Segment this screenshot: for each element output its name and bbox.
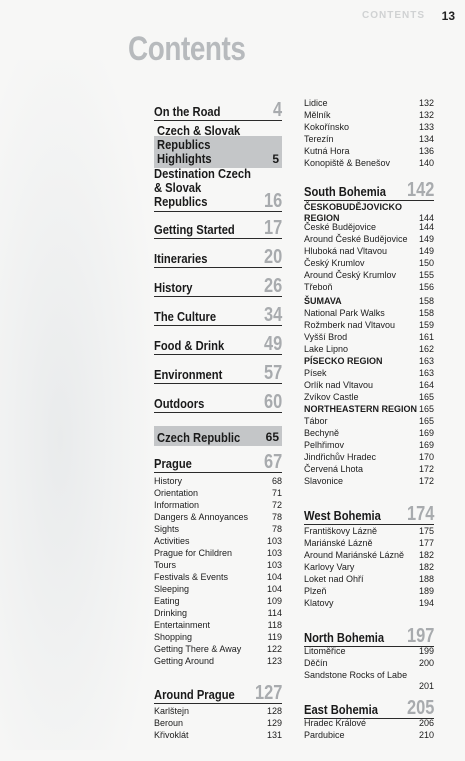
toc-entry-orlik-nad-vltavou <box>304 380 434 391</box>
toc-entry-karlstejn <box>154 706 282 717</box>
entry-title: České Budějovice <box>304 222 377 232</box>
entry-page-number: 149 <box>418 234 434 244</box>
toc-entry-around-cesky-krumlov <box>304 270 434 281</box>
entry-title: History <box>154 476 183 486</box>
toc-entry-activities <box>154 536 282 547</box>
entry-page-number: 172 <box>418 476 434 486</box>
entry-page-number: 104 <box>266 584 282 594</box>
toc-entry-kutna-hora <box>304 146 434 157</box>
entry-page-number: 150 <box>418 258 434 268</box>
entry-title: Rožmberk nad Vltavou <box>304 320 396 330</box>
entry-page-number: 134 <box>418 134 434 144</box>
entry-page-number: 149 <box>418 246 434 256</box>
entry-page-number: 155 <box>418 270 434 280</box>
toc-entry-pardubice <box>304 730 434 741</box>
chapter-title: The Culture <box>154 309 217 324</box>
toc-entry-around-ceske-budejovice <box>304 234 434 245</box>
toc-entry-national-park-walks <box>304 308 434 319</box>
entry-page-number: 71 <box>271 488 282 498</box>
entry-page-number: 131 <box>266 730 282 740</box>
entry-page-number: 72 <box>271 500 282 510</box>
chapter-page-number: 127 <box>254 682 282 704</box>
entry-page-number: 144 <box>418 213 434 223</box>
toc-entry-plzen <box>304 586 434 597</box>
toc-entry-lake-lipno <box>304 344 434 355</box>
entry-page-number: 133 <box>418 122 434 132</box>
entry-title: Františkovy Lázně <box>304 526 378 536</box>
toc-entry-frantiskovy-lazne <box>304 526 434 537</box>
entry-title: Around Mariánské Lázně <box>304 550 405 560</box>
entry-page-number: 140 <box>418 158 434 168</box>
entry-title: Beroun <box>154 718 184 728</box>
toc-entry-ceske-budejovice <box>304 222 434 233</box>
chapter-page-number: 67 <box>263 451 282 473</box>
chapter-page-number: 26 <box>263 275 282 297</box>
toc-entry-beroun <box>154 718 282 729</box>
toc-entry-getting-there-away <box>154 644 282 655</box>
entry-title: Getting Around <box>154 656 215 666</box>
chapter-environment <box>154 363 282 384</box>
chapter-page-number: 57 <box>263 362 282 384</box>
entry-title: Český Krumlov <box>304 258 365 268</box>
entry-page-number: 200 <box>418 658 434 668</box>
entry-title: Vyšší Brod <box>304 332 348 342</box>
toc-entry-drinking <box>154 608 282 619</box>
entry-page-number: 177 <box>418 538 434 548</box>
chapter-title: Itineraries <box>154 251 208 266</box>
entry-title: Bechyně <box>304 428 340 438</box>
toc-entry-getting-around <box>154 656 282 667</box>
chapter-title: Outdoors <box>154 396 205 411</box>
entry-page-number: 182 <box>418 562 434 572</box>
entry-page-number: 199 <box>418 646 434 656</box>
entry-page-number: 128 <box>266 706 282 716</box>
entry-page-number: 165 <box>418 392 434 402</box>
entry-page-number: 175 <box>418 526 434 536</box>
toc-entry-orientation <box>154 488 282 499</box>
entry-title: Eating <box>154 596 180 606</box>
chapter-czech-republic <box>154 426 282 446</box>
chapter-page-number: 197 <box>406 625 434 647</box>
entry-title: Děčín <box>304 658 328 668</box>
entry-title: Around České Budějovice <box>304 234 408 244</box>
entry-title: Entertainment <box>154 620 211 630</box>
entry-title: Around Český Krumlov <box>304 270 397 280</box>
chapter-page-number: 34 <box>263 304 282 326</box>
toc-entry-prague-for-children <box>154 548 282 559</box>
entry-title: Getting There & Away <box>154 644 242 654</box>
entry-page-number: 109 <box>266 596 282 606</box>
entry-page-number: 201 <box>418 681 434 691</box>
entry-title: Orientation <box>154 488 199 498</box>
toc-entry-jindrichuv-hradec <box>304 452 434 463</box>
toc-entry-tabor <box>304 416 434 427</box>
entry-title: Shopping <box>154 632 193 642</box>
entry-page-number: 118 <box>267 620 282 630</box>
entry-page-number: 158 <box>418 296 434 306</box>
chapter-page-number: 20 <box>263 246 282 268</box>
entry-title: Zvíkov Castle <box>304 392 359 402</box>
entry-page-number: 162 <box>418 344 434 354</box>
toc-entry-sandstone-rocks-of-labe <box>304 670 434 692</box>
toc-entry-cervena-lhota <box>304 464 434 475</box>
entry-title: Lidice <box>304 98 328 108</box>
entry-page-number: 68 <box>271 476 282 486</box>
chapter-page-number: 60 <box>263 391 282 413</box>
chapter-on-the-road <box>154 100 282 121</box>
entry-title: Tours <box>154 560 177 570</box>
entry-page-number: 169 <box>418 440 434 450</box>
chapter-south-bohemia <box>304 178 434 201</box>
chapter-page-number: 205 <box>406 697 434 719</box>
toc-entry-loket-nad-ohri <box>304 574 434 585</box>
chapter-page-number: 5 <box>272 152 279 166</box>
chapter-west-bohemia <box>304 502 434 525</box>
toc-entry-eating <box>154 596 282 607</box>
chapter-page-number: 174 <box>406 503 434 525</box>
chapter-prague <box>154 452 282 473</box>
entry-title: Information <box>154 500 200 510</box>
entry-title: Slavonice <box>304 476 344 486</box>
entry-page-number: 119 <box>267 632 282 642</box>
entry-title: Hluboká nad Vltavou <box>304 246 388 256</box>
entry-page-number: 78 <box>271 512 282 522</box>
chapter-getting-started <box>154 218 282 239</box>
entry-page-number: 132 <box>418 98 434 108</box>
toc-entry-shopping <box>154 632 282 643</box>
entry-title: Kutná Hora <box>304 146 350 156</box>
toc-entry-rozmberk-nad-vltavou <box>304 320 434 331</box>
entry-page-number: 136 <box>418 146 434 156</box>
toc-entry-marianske-lazne <box>304 538 434 549</box>
toc-entry-pisecko-region <box>304 356 434 367</box>
toc-entry-cesky-krumlov <box>304 258 434 269</box>
toc-entry-decin <box>304 658 434 669</box>
entry-page-number: 78 <box>271 524 282 534</box>
chapter-itineraries <box>154 247 282 268</box>
chapter-page-number: 65 <box>265 430 279 444</box>
entry-page-number: 170 <box>418 452 434 462</box>
chapter-outdoors <box>154 392 282 413</box>
entry-page-number: 182 <box>418 550 434 560</box>
entry-title: Křivoklát <box>154 730 189 740</box>
entry-title: Třeboň <box>304 282 333 292</box>
entry-title: National Park Walks <box>304 308 385 318</box>
toc-entry-entertainment <box>154 620 282 631</box>
toc-entry-pisek <box>304 368 434 379</box>
entry-title: Litoměřice <box>304 646 346 656</box>
chapter-title: On the Road <box>154 104 221 119</box>
entry-page-number: 163 <box>418 368 434 378</box>
chapter-title: West Bohemia <box>304 508 381 523</box>
entry-page-number: 104 <box>266 572 282 582</box>
toc-entry-litomerice <box>304 646 434 657</box>
toc-entry-konopiste-benesov <box>304 158 434 169</box>
entry-title: Tábor <box>304 416 328 426</box>
toc-entry-sumava <box>304 296 434 307</box>
entry-title: Pelhřimov <box>304 440 345 450</box>
page-title: Contents <box>128 30 246 68</box>
toc-entry-sleeping <box>154 584 282 595</box>
entry-page-number: 129 <box>266 718 282 728</box>
entry-title: Drinking <box>154 608 188 618</box>
chapter-page-number: 16 <box>263 190 282 212</box>
entry-page-number: 122 <box>266 644 282 654</box>
entry-title: Jindřichův Hradec <box>304 452 377 462</box>
entry-page-number: 163 <box>418 356 434 366</box>
entry-page-number: 103 <box>266 536 282 546</box>
background-map-graphic <box>0 60 150 750</box>
chapter-title: South Bohemia <box>304 184 386 199</box>
entry-page-number: 103 <box>266 560 282 570</box>
chapter-czech-slovak-republics-highlights <box>154 123 282 168</box>
entry-title: ČESKOBUDĚJOVICKO REGION <box>304 202 403 223</box>
entry-title: Hradec Králové <box>304 718 367 728</box>
entry-title: Sights <box>154 524 180 534</box>
toc-entry-bechyne <box>304 428 434 439</box>
entry-title: Karlovy Vary <box>304 562 355 572</box>
chapter-page-number: 49 <box>263 333 282 355</box>
entry-page-number: 159 <box>418 320 434 330</box>
toc-entry-history <box>154 476 282 487</box>
toc-entry-melnik <box>304 110 434 121</box>
entry-title: Konopiště & Benešov <box>304 158 391 168</box>
entry-page-number: 164 <box>418 380 434 390</box>
toc-entry-kokorinsko <box>304 122 434 133</box>
entry-title: Festivals & Events <box>154 572 229 582</box>
chapter-food-drink <box>154 334 282 355</box>
chapter-history <box>154 276 282 297</box>
entry-page-number: 114 <box>267 608 282 618</box>
entry-title: Karlštejn <box>154 706 190 716</box>
entry-title: NORTHEASTERN REGION <box>304 404 418 414</box>
chapter-page-number: 142 <box>406 179 434 201</box>
chapter-title: North Bohemia <box>304 630 385 645</box>
toc-entry-northeastern-region <box>304 404 434 415</box>
chapter-title: East Bohemia <box>304 702 378 717</box>
page-number: 13 <box>441 9 455 23</box>
toc-entry-lidice <box>304 98 434 109</box>
chapter-page-number: 17 <box>263 217 282 239</box>
entry-title: Sleeping <box>154 584 190 594</box>
entry-title: Dangers & Annoyances <box>154 512 249 522</box>
entry-page-number: 189 <box>418 586 434 596</box>
chapter-destination-czech-slovak-republics <box>154 166 282 212</box>
chapter-north-bohemia <box>304 624 434 647</box>
entry-page-number: 188 <box>418 574 434 584</box>
entry-page-number: 169 <box>418 428 434 438</box>
chapter-title: Getting Started <box>154 222 235 237</box>
entry-title: PÍSECKO REGION <box>304 356 383 366</box>
toc-entry-sights <box>154 524 282 535</box>
toc-entry-trebon <box>304 282 434 293</box>
entry-page-number: 161 <box>418 332 434 342</box>
entry-title: Klatovy <box>304 598 334 608</box>
entry-title: Červená Lhota <box>304 464 364 474</box>
toc-entry-slavonice <box>304 476 434 487</box>
toc-entry-around-marianske-lazne <box>304 550 434 561</box>
toc-entry-krivoklat <box>154 730 282 741</box>
entry-title: Plzeň <box>304 586 327 596</box>
entry-page-number: 123 <box>266 656 282 666</box>
toc-entry-ceskobudejovicko-region <box>304 202 434 224</box>
entry-page-number: 144 <box>418 222 434 232</box>
entry-page-number: 165 <box>418 416 434 426</box>
chapter-east-bohemia <box>304 696 434 719</box>
chapter-title: Destination Czech & Slovak Republics <box>154 166 251 209</box>
chapter-title: History <box>154 280 193 295</box>
entry-title: ŠUMAVA <box>304 296 342 306</box>
chapter-title: Around Prague <box>154 687 235 702</box>
toc-entry-festivals-events <box>154 572 282 583</box>
toc-entry-terezin <box>304 134 434 145</box>
entry-page-number: 210 <box>418 730 434 740</box>
toc-entry-hluboka-nad-vltavou <box>304 246 434 257</box>
chapter-title: Environment <box>154 367 223 382</box>
entry-title: Lake Lipno <box>304 344 349 354</box>
toc-entry-information <box>154 500 282 511</box>
entry-page-number: 165 <box>418 404 434 414</box>
toc-entry-zvikov-castle <box>304 392 434 403</box>
chapter-title: Czech & Slovak Republics Highlights <box>157 123 241 166</box>
entry-title: Pardubice <box>304 730 345 740</box>
toc-entry-tours <box>154 560 282 571</box>
entry-title: Písek <box>304 368 327 378</box>
chapter-around-prague <box>154 683 282 704</box>
entry-title: Mariánské Lázně <box>304 538 373 548</box>
toc-entry-karlovy-vary <box>304 562 434 573</box>
entry-page-number: 172 <box>418 464 434 474</box>
entry-page-number: 132 <box>418 110 434 120</box>
entry-page-number: 206 <box>418 718 434 728</box>
entry-title: Loket nad Ohří <box>304 574 364 584</box>
entry-page-number: 158 <box>418 308 434 318</box>
running-header: CONTENTS <box>362 10 425 21</box>
entry-title: Sandstone Rocks of Labe <box>304 670 408 680</box>
entry-title: Activities <box>154 536 190 546</box>
chapter-page-number: 4 <box>272 99 282 121</box>
toc-entry-dangers-annoyances <box>154 512 282 523</box>
entry-page-number: 194 <box>418 598 434 608</box>
entry-page-number: 103 <box>266 548 282 558</box>
toc-entry-pelhrimov <box>304 440 434 451</box>
chapter-title: Prague <box>154 456 192 471</box>
toc-entry-klatovy <box>304 598 434 609</box>
entry-title: Kokořínsko <box>304 122 350 132</box>
entry-title: Prague for Children <box>154 548 233 558</box>
toc-entry-vyssi-brod <box>304 332 434 343</box>
chapter-the-culture <box>154 305 282 326</box>
entry-page-number: 156 <box>418 282 434 292</box>
entry-title: Terezín <box>304 134 334 144</box>
entry-title: Orlík nad Vltavou <box>304 380 374 390</box>
chapter-title: Food & Drink <box>154 338 225 353</box>
toc-entry-hradec-kralove <box>304 718 434 729</box>
entry-title: Mělník <box>304 110 331 120</box>
chapter-title: Czech Republic <box>157 430 241 445</box>
